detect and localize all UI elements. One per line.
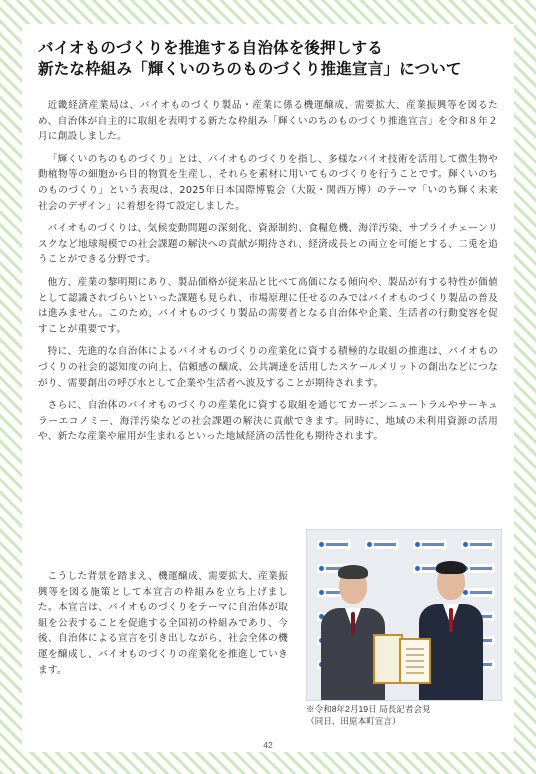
document-page <box>22 24 514 752</box>
closing-paragraph: こうした背景を踏まえ、機運醸成、需要拡大、産業振興等を図る施策として本宣言の枠組みを立ち上げました。本宣言は、バイオものづくりをテーマに自治体が取組を公表することを促進する全国初の枠組みであり、今後、自治体による宣言を引き出しながら、社会全体の機運を醸成し、バイオものづくりの産業化を推進していきます。 <box>38 571 288 676</box>
body-text <box>38 98 498 452</box>
paragraph-6: さらに、自治体のバイオものづくりの産業化に資する取組を通じてカーボンニュートラルやサーキュラーエコノミー、海洋汚染などの社会課題の解決に貢献できます。同時に、地域の未利用資源の活用や、新たな産業や雇用が生まれるといった地域経済の活性化も期待されます。 <box>38 400 498 443</box>
paragraph-1: 近畿経済産業局は、バイオものづくり製品・産業に係る機運醸成、需要拡大、産業振興等を図るため、自治体が自主的に取組を表明する新たな枠組み「輝くいのちのものづくり推進宣言」を令和８年２月に創設しました。 <box>38 100 498 143</box>
person-right-tie <box>449 608 453 632</box>
press-conference-photo <box>306 529 502 701</box>
paragraph-3: バイオものづくりは、気候変動問題の深刻化、資源制約、食糧危機、海洋汚染、サプライチェーンリスクなど地球規模での社会課題の解決への貢献が期待され、経済成長との両立を可能とする、二兎を追うことができる分野です。 <box>38 223 498 266</box>
page-number: 42 <box>263 740 273 750</box>
photo-caption-line-2: （同日、田原本町宣言） <box>306 715 401 726</box>
title-line-2: 新たな枠組み「輝くいのちのものづくり推進宣言」について <box>38 60 462 78</box>
backdrop-logo-icon <box>461 540 495 549</box>
photo-caption <box>306 704 506 727</box>
person-left-hair <box>338 565 368 579</box>
backdrop-logo-icon <box>365 540 399 549</box>
paragraph-2: 「輝くいのちのものづくり」とは、バイオものづくりを指し、多様なバイオ技術を活用して微生物や動植物等の細胞から目的物質を生産し、それらを素材に用いてものづくりを行うことです。輝くいのちのものづくり」という表現は、2025年日本国際博覧会（大阪・関西万博）のテーマ「いのち輝く未来社会のデザイン」に着想を得て設定しました。 <box>38 153 498 212</box>
person-left-tie <box>351 612 355 636</box>
backdrop-logo-icon <box>413 540 447 549</box>
declaration-certificate <box>399 638 431 684</box>
backdrop-logo-icon <box>317 540 351 549</box>
title-line-1: バイオものづくりを推進する自治体を後押しする <box>38 39 383 57</box>
document-title <box>38 38 502 80</box>
person-right-hair <box>436 561 466 574</box>
photo-caption-line-1: ※令和8年2月19日 局長記者会見 <box>306 704 431 714</box>
paragraph-5: 特に、先進的な自治体によるバイオものづくりの産業化に資する積極的な取組の推進は、バイオものづくりの社会的認知度の向上、信頼感の醸成、公共調達を活用したスケールメリットの創出などにつながり、需要創出の呼び水として企業や生活者へ波及することが期待されます。 <box>38 346 498 389</box>
paragraph-4: 他方、産業の黎明期にあり、製品価格が従来品と比べて高価になる傾向や、製品が有する特性が価値として認識されづらいといった課題も見られ、市場原理に任せるのみではバイオものづくり製品の普及は進みません。このため、バイオものづくり製品の需要者となる自治体や企業、生活者の行動変容を促すことが重要です。 <box>38 276 498 335</box>
